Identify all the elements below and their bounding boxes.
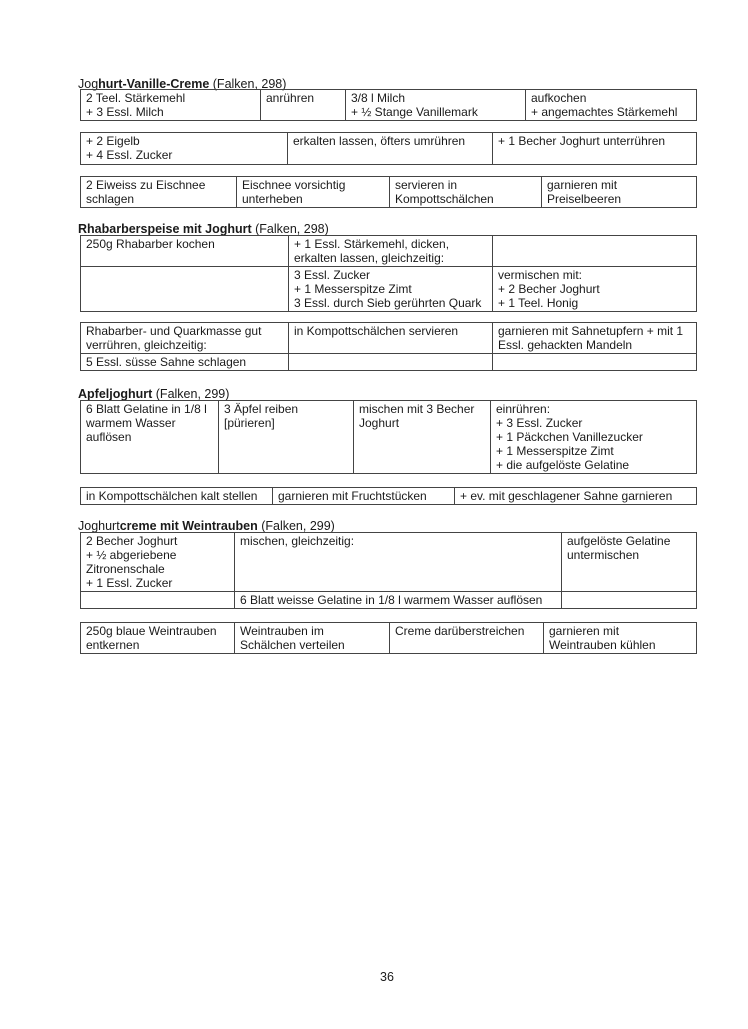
table-cell: anrühren (261, 90, 346, 121)
recipe-table (80, 532, 697, 609)
table-cell (81, 267, 289, 312)
table-cell: 3 Essl. Zucker + 1 Messerspitze Zimt 3 Essl. durch Sieb gerührten Quark (289, 267, 493, 312)
table-row (81, 323, 697, 354)
table-cell: in Kompottschälchen kalt stellen (81, 488, 273, 505)
table-cell: 2 Eiweiss zu Eischnee schlagen (81, 177, 237, 208)
table-cell: + 1 Essl. Stärkemehl, dicken, erkalten lassen, gleichzeitig: (289, 236, 493, 267)
recipe-table (80, 622, 697, 654)
recipe-table (80, 400, 697, 474)
table-row (81, 623, 697, 654)
table-cell (289, 354, 493, 371)
page-number: 36 (380, 970, 394, 984)
table-cell: garnieren mit Weintrauben kühlen (544, 623, 697, 654)
table-cell: erkalten lassen, öfters umrühren (288, 133, 493, 165)
table-row (81, 267, 697, 312)
recipe-title-bold: Rhabarberspeise mit Joghurt (78, 222, 252, 236)
table-cell: mischen mit 3 Becher Joghurt (354, 401, 491, 474)
table-cell: Rhabarber- und Quarkmasse gut verrühren, gleichzeitig: (81, 323, 289, 354)
recipe-table (80, 132, 697, 165)
table-cell (493, 354, 697, 371)
table-cell: in Kompottschälchen servieren (289, 323, 493, 354)
table-cell: 6 Blatt Gelatine in 1/8 l warmem Wasser auflösen (81, 401, 219, 474)
recipe-title (78, 387, 229, 401)
table-row (81, 592, 697, 609)
table-cell (493, 236, 697, 267)
table-cell: 3/8 l Milch + ½ Stange Vanillemark (346, 90, 526, 121)
table-row (81, 133, 697, 165)
table-cell (81, 592, 235, 609)
recipe-source: (Falken, 298) (209, 77, 287, 91)
table-cell: 2 Becher Joghurt + ½ abgeriebene Zitronenschale + 1 Essl. Zucker (81, 533, 235, 592)
recipe-table (80, 235, 697, 312)
recipe-source: (Falken, 299) (152, 387, 230, 401)
table-cell: 250g Rhabarber kochen (81, 236, 289, 267)
recipe-table (80, 487, 697, 505)
table-cell: garnieren mit Preiselbeeren (542, 177, 697, 208)
table-row (81, 90, 697, 121)
table-cell: 6 Blatt weisse Gelatine in 1/8 l warmem Wasser auflösen (235, 592, 562, 609)
table-cell: + 2 Eigelb + 4 Essl. Zucker (81, 133, 288, 165)
table-cell: aufgelöste Gelatine untermischen (562, 533, 697, 592)
table-cell: Creme darüberstreichen (390, 623, 544, 654)
recipe-title-plain: Jog (78, 77, 99, 91)
table-cell: servieren in Kompottschälchen (390, 177, 542, 208)
table-cell: einrühren: + 3 Essl. Zucker + 1 Päckchen Vanillezucker + 1 Messerspitze Zimt + die aufgelöste Gelatine (491, 401, 697, 474)
recipe-title (78, 222, 329, 236)
recipe-table (80, 322, 697, 371)
table-cell: 5 Essl. süsse Sahne schlagen (81, 354, 289, 371)
table-cell: Eischnee vorsichtig unterheben (237, 177, 390, 208)
table-cell: vermischen mit: + 2 Becher Joghurt + 1 Teel. Honig (493, 267, 697, 312)
table-cell: 3 Äpfel reiben [pürieren] (219, 401, 354, 474)
recipe-title-bold: Apfeljoghurt (78, 387, 153, 401)
recipe-title-bold: hurt-Vanille-Creme (98, 77, 210, 91)
recipe-table (80, 176, 697, 208)
recipe-source: (Falken, 298) (251, 222, 329, 236)
recipe-title-bold: creme mit Weintrauben (119, 519, 258, 533)
table-row (81, 533, 697, 592)
recipe-source: (Falken, 299) (257, 519, 335, 533)
table-row (81, 236, 697, 267)
recipe-title (78, 519, 335, 533)
table-cell: + 1 Becher Joghurt unterrühren (493, 133, 697, 165)
table-cell: aufkochen + angemachtes Stärkemehl (526, 90, 697, 121)
table-cell: 250g blaue Weintrauben entkernen (81, 623, 235, 654)
table-cell: garnieren mit Sahnetupfern + mit 1 Essl. gehackten Mandeln (493, 323, 697, 354)
table-cell: + ev. mit geschlagener Sahne garnieren (455, 488, 697, 505)
table-cell: garnieren mit Fruchtstücken (273, 488, 455, 505)
table-cell: 2 Teel. Stärkemehl + 3 Essl. Milch (81, 90, 261, 121)
table-cell: Weintrauben im Schälchen verteilen (235, 623, 390, 654)
recipe-title-plain: Joghurt (78, 519, 120, 533)
table-row (81, 401, 697, 474)
table-row (81, 354, 697, 371)
table-row (81, 177, 697, 208)
table-cell (562, 592, 697, 609)
recipe-table (80, 89, 697, 121)
table-row (81, 488, 697, 505)
table-cell: mischen, gleichzeitig: (235, 533, 562, 592)
